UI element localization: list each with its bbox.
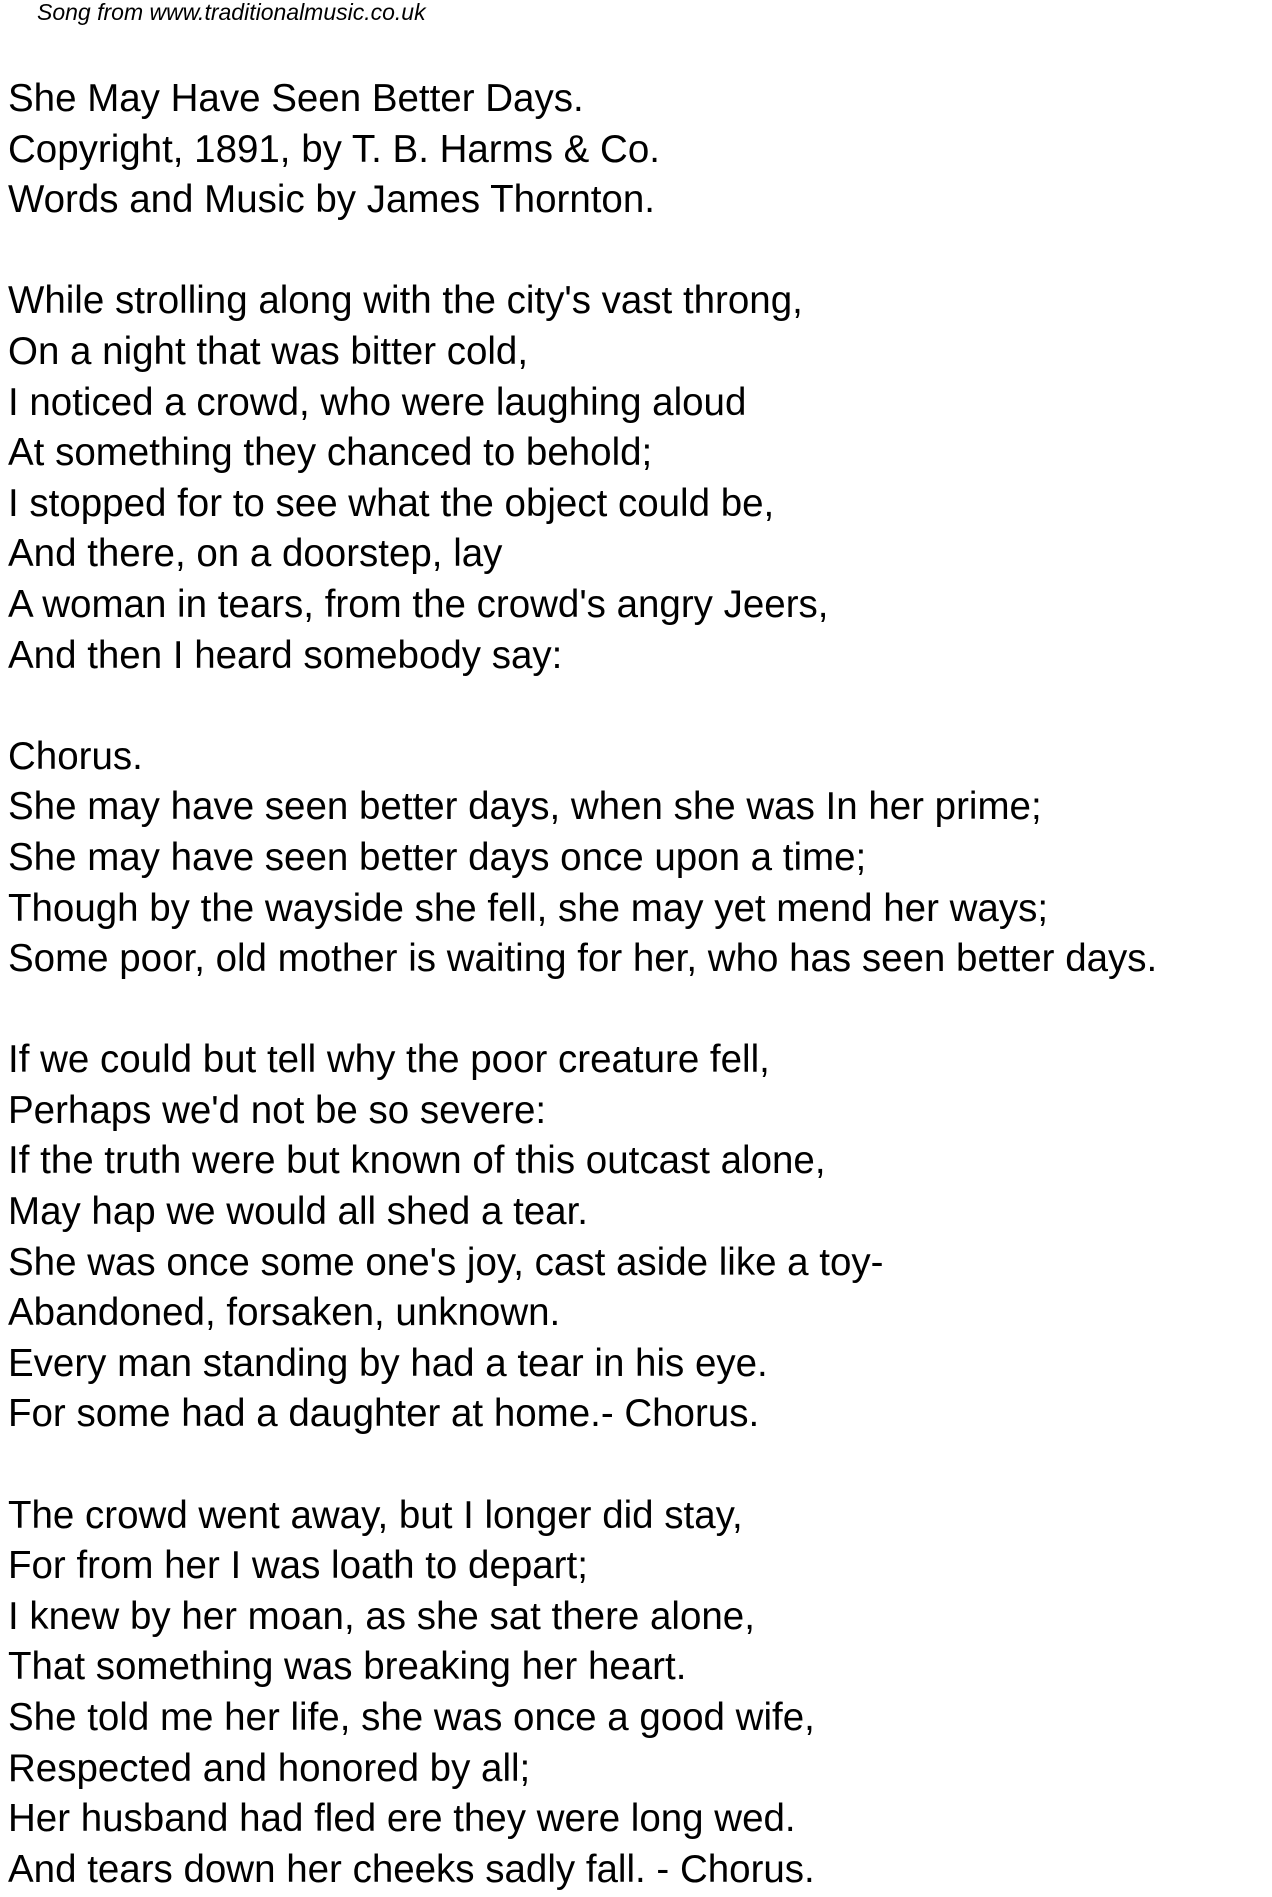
lyric-line: And tears down her cheeks sadly fall. - Chorus. <box>8 1847 815 1891</box>
verse-1 <box>8 276 1268 681</box>
song-header <box>8 74 1268 226</box>
lyric-line: The crowd went away, but I longer did stay, <box>8 1493 743 1537</box>
lyric-line: Though by the wayside she fell, she may yet mend her ways; <box>8 886 1049 930</box>
credits-line: Words and Music by James Thornton. <box>8 178 655 222</box>
stanza-gap <box>8 1440 1268 1491</box>
verse-3 <box>8 1491 1268 1896</box>
stanza-gap <box>8 226 1268 277</box>
chorus <box>8 732 1268 985</box>
lyric-line: Perhaps we'd not be so severe: <box>8 1088 547 1132</box>
verse-2 <box>8 1035 1268 1440</box>
lyric-line: For from her I was loath to depart; <box>8 1544 588 1588</box>
lyric-line: She may have seen better days, when she was In her prime; <box>8 785 1042 829</box>
lyric-line: Some poor, old mother is waiting for her, who has seen better days. <box>8 937 1158 981</box>
lyric-line: Abandoned, forsaken, unknown. <box>8 1291 561 1335</box>
copyright-line: Copyright, 1891, by T. B. Harms & Co. <box>8 127 660 171</box>
lyric-line: I knew by her moan, as she sat there alone, <box>8 1594 755 1638</box>
lyric-line: For some had a daughter at home.- Chorus. <box>8 1392 760 1436</box>
lyric-line: Respected and honored by all; <box>8 1746 531 1790</box>
lyric-line: May hap we would all shed a tear. <box>8 1190 588 1234</box>
lyric-line: A woman in tears, from the crowd's angry Jeers, <box>8 582 829 626</box>
lyric-line: While strolling along with the city's vast throng, <box>8 279 803 323</box>
song-text <box>8 74 1268 1895</box>
lyric-line: And then I heard somebody say: <box>8 633 563 677</box>
stanza-gap <box>8 985 1268 1036</box>
lyric-line: If we could but tell why the poor creature fell, <box>8 1038 770 1082</box>
lyric-line: If the truth were but known of this outcast alone, <box>8 1139 826 1183</box>
lyric-line: She told me her life, she was once a good wife, <box>8 1696 815 1739</box>
lyric-line: I stopped for to see what the object could be, <box>8 481 775 525</box>
source-credit: Song from www.traditionalmusic.co.uk <box>37 0 426 25</box>
lyric-line: On a night that was bitter cold, <box>8 329 529 373</box>
lyric-line: And there, on a doorstep, lay <box>8 532 503 576</box>
song-title: She May Have Seen Better Days. <box>8 77 584 120</box>
lyric-line: Her husband had fled ere they were long wed. <box>8 1797 796 1841</box>
lyric-line: At something they chanced to behold; <box>8 431 653 475</box>
lyric-line: She was once some one's joy, cast aside like a toy- <box>8 1240 884 1284</box>
stanza-gap <box>8 681 1268 732</box>
lyric-line: Every man standing by had a tear in his eye. <box>8 1341 768 1385</box>
chorus-heading: Chorus. <box>8 734 143 778</box>
lyric-line: That something was breaking her heart. <box>8 1645 687 1689</box>
lyric-line: I noticed a crowd, who were laughing aloud <box>8 380 747 424</box>
lyric-line: She may have seen better days once upon a time; <box>8 835 867 879</box>
